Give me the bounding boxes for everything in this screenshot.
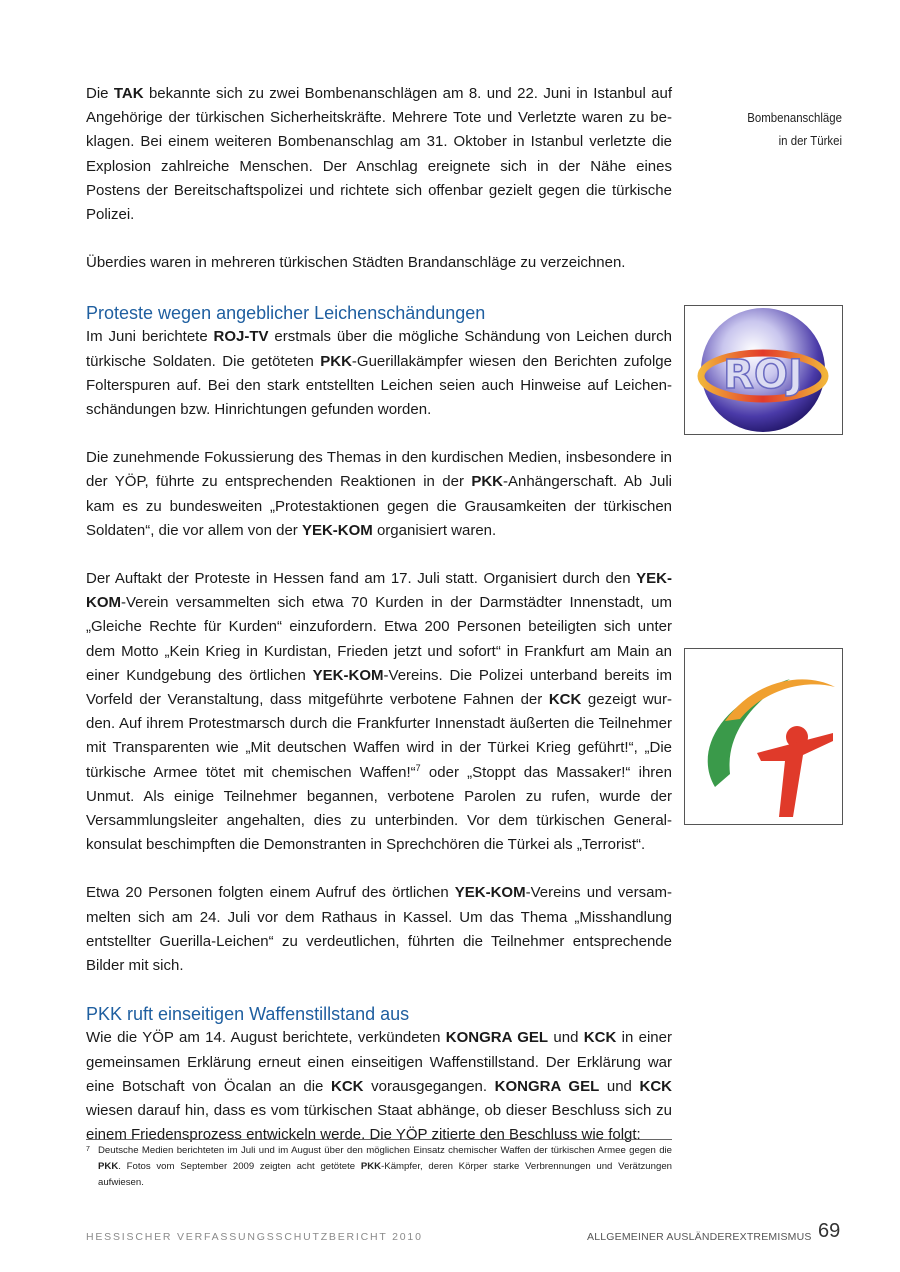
margin-note: Bombenanschläge in der Türkei [747, 110, 842, 148]
paragraph-waffenstillstand: Wie die YÖP am 14. August berichtete, verkündeten KONGRA GEL und KCK in einer gemeinsamen Erklärung erneut einen einseitigen Waffenstillstand. Der Erklärung war eine Botschaft von Öcalan an die KCK vorausgegangen. KONGRA GEL und KCK wiesen darauf hin, dass es vom türkischen Staat abhänge, ob dieser Beschluss sich zu einem Friedensprozess entwickeln werde. Die YÖP zitierte den Beschluss wie folgt: [86, 1029, 672, 1144]
yek-kom-logo [684, 648, 843, 825]
paragraph-tak: Die TAK bekannte sich zu zwei Bombenanschlägen am 8. und 22. Juni in Istanbul auf Angehörige der türkischen Sicherheitskräfte. Mehrere Tote und Verletzte waren zu beklagen. Bei einem weiteren Bombenanschlag am 31. Oktober in Istanbul verletzte die Explosion zahlreiche Menschen. Der Anschlag ereignete sich in der Nähe eines Postens der Bereitschaftspolizei und richtete sich offenbar gezielt gegen die türkische Polizei. [86, 85, 672, 224]
footnote-number: 7 [86, 1146, 90, 1153]
roj-globe-icon [685, 306, 842, 434]
roj-logo-text: ROJ [723, 352, 803, 398]
footer-section-title: ALLGEMEINER AUSLÄNDEREXTREMISMUS [587, 1231, 812, 1243]
section-heading-waffenstillstand: PKK ruft einseitigen Waffenstillstand aus [86, 1004, 410, 1025]
page-number: 69 [818, 1220, 841, 1242]
footer-report-title: HESSISCHER VERFASSUNGSSCHUTZBERICHT 2010 [86, 1231, 423, 1243]
paragraph-fokussierung: Die zunehmende Fokussierung des Themas in den kurdischen Medien, insbesondere in der YÖP, führte zu entsprechenden Reaktionen in der PKK-Anhängerschaft. Ab Juli kam es zu bundesweiten „Protestaktionen gegen die Grausamkeiten der türkischen Soldaten“, die vor allem von der YEK-KOM organisiert waren. [86, 449, 672, 539]
footnote-text: Deutsche Medien berichteten im Juli und im August über den möglichen Einsatz chemischer Waffen der türkischen Armee gegen die PKK. Fotos vom September 2009 zeigten acht getötete PKK-Kämpfer, deren Körper starke Verbrennungen und Verätzungen aufwiesen. [98, 1145, 672, 1188]
yek-kom-figure-icon [685, 649, 842, 824]
paragraph-roj-tv: Im Juni berichtete ROJ-TV erstmals über die mögliche Schändung von Leichen durch türkische Soldaten. Die getöteten PKK-Guerillakämpfer wiesen den Berichten zufolge Folterspuren auf. Bei den stark entstellten Leichen seien auch Hinweise auf Leichenschändungen bzw. Hinrichtungen gefunden worden. [86, 328, 673, 419]
roj-tv-logo [684, 305, 843, 435]
section-heading-proteste: Proteste wegen angeblicher Leichenschändungen [86, 303, 486, 324]
main-text-column [86, 82, 672, 1147]
footnote [86, 1139, 672, 1191]
paragraph-kassel: Etwa 20 Personen folgten einem Aufruf des örtlichen YEK-KOM-Vereins und versammelten sich am 24. Juli vor dem Rathaus in Kassel. Um das Thema „Misshandlung entstellter Guerilla-Leichen“ zu verdeutlichen, führten die Teilnehmer entsprechende Bilder mit sich. [86, 884, 672, 975]
footnote-ref: 7 [415, 762, 421, 773]
paragraph-hessen-proteste: Der Auftakt der Proteste in Hessen fand am 17. Juli statt. Organisiert durch den YEK-KOM-Verein versammelten sich etwa 70 Kurden in der Darmstädter Innenstadt, um „Gleiche Rechte für Kurden“ einzufordern. Etwa 200 Personen beteiligten sich unter dem Motto „Kein Krieg in Kurdistan, Frieden jetzt und sofort“ in Frankfurt am Main an einer Kundgebung des örtlichen YEK-KOM-Vereins. Die Polizei unterband bereits im Vorfeld der Veranstaltung, dass mitgeführte verbotene Fahnen der KCK gezeigt wurden. Auf ihrem Protestmarsch durch die Frankfurter Innenstadt äußerten die Teilnehmer mit Transparenten wie „Mit deutschen Waffen wird in der Türkei Krieg geführt!“, „Die türkische Armee tötet mit chemischen Waffen!“$^7$ oder „Stoppt das Massaker!“ ihren Unmut. Als einige Teilnehmer begannen, verbotene Parolen zu rufen, wurde der Versammlungsleiter angehalten, dies zu unterbinden. Vor dem türkischen Generalkonsulat beschimpften die Demonstranten in Sprechchören die Türkei als „Terrorist“. [86, 570, 673, 854]
paragraph-brandanschlaege: Überdies waren in mehreren türkischen Städten Brandanschläge zu verzeichnen. [86, 254, 626, 272]
